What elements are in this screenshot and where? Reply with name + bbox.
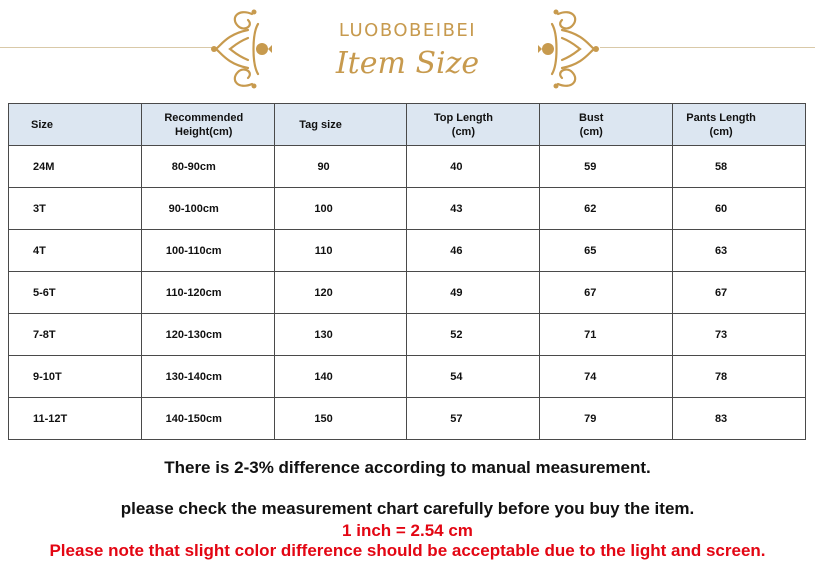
cell-size: 3T: [9, 188, 142, 230]
size-chart-table: [8, 103, 806, 440]
cell-size: 11-12T: [9, 398, 142, 440]
cell-pants-length: 83: [673, 398, 806, 440]
cell-size: 4T: [9, 230, 142, 272]
divider-line-left: [0, 47, 215, 48]
cell-recommended-height: 100-110cm: [141, 230, 274, 272]
cell-size: 5-6T: [9, 272, 142, 314]
header: [0, 0, 815, 100]
gold-flourish-icon: [538, 4, 602, 94]
cell-tag-size: 130: [274, 314, 407, 356]
cell-top-length: 49: [407, 272, 540, 314]
cell-top-length: 43: [407, 188, 540, 230]
cell-pants-length: 73: [673, 314, 806, 356]
cell-top-length: 46: [407, 230, 540, 272]
cell-size: 9-10T: [9, 356, 142, 398]
column-header-top-length: Top Length (cm): [407, 104, 540, 146]
cell-bust: 71: [540, 314, 673, 356]
cell-pants-length: 60: [673, 188, 806, 230]
gold-flourish-icon: [208, 4, 272, 94]
table-row: [9, 356, 806, 398]
cell-recommended-height: 90-100cm: [141, 188, 274, 230]
cell-bust: 62: [540, 188, 673, 230]
table-row: [9, 230, 806, 272]
cell-recommended-height: 110-120cm: [141, 272, 274, 314]
column-header-tag-size: Tag size: [274, 104, 407, 146]
cell-tag-size: 110: [274, 230, 407, 272]
cell-bust: 59: [540, 146, 673, 188]
column-header-pants-length: Pants Length (cm): [673, 104, 806, 146]
brand-name: LUOBOBEIBEI: [338, 20, 477, 41]
cell-top-length: 54: [407, 356, 540, 398]
page-title: Item Size: [335, 46, 480, 81]
cell-pants-length: 67: [673, 272, 806, 314]
cell-bust: 79: [540, 398, 673, 440]
table-header-row: [9, 104, 806, 146]
cell-top-length: 52: [407, 314, 540, 356]
cell-top-length: 57: [407, 398, 540, 440]
cell-recommended-height: 130-140cm: [141, 356, 274, 398]
table-row: [9, 272, 806, 314]
table-row: [9, 398, 806, 440]
cell-tag-size: 90: [274, 146, 407, 188]
divider-line-right: [600, 47, 815, 48]
cell-recommended-height: 80-90cm: [141, 146, 274, 188]
cell-tag-size: 150: [274, 398, 407, 440]
cell-recommended-height: 140-150cm: [141, 398, 274, 440]
cell-bust: 74: [540, 356, 673, 398]
cell-size: 24M: [9, 146, 142, 188]
measurement-difference-note: There is 2-3% difference according to manual measurement.: [164, 458, 651, 477]
cell-bust: 67: [540, 272, 673, 314]
cell-recommended-height: 120-130cm: [141, 314, 274, 356]
cell-tag-size: 120: [274, 272, 407, 314]
table-row: [9, 314, 806, 356]
column-header-bust: Bust (cm): [540, 104, 673, 146]
color-difference-note: Please note that slight color difference should be acceptable due to the light and screen.: [49, 541, 766, 560]
table-row: [9, 146, 806, 188]
inch-conversion-note: 1 inch = 2.54 cm: [342, 521, 473, 540]
cell-tag-size: 100: [274, 188, 407, 230]
cell-size: 7-8T: [9, 314, 142, 356]
check-chart-note: please check the measurement chart carefully before you buy the item.: [120, 499, 695, 518]
column-header-recommended-height: Recommended Height(cm): [141, 104, 274, 146]
cell-pants-length: 63: [673, 230, 806, 272]
column-header-size: Size: [9, 104, 142, 146]
cell-top-length: 40: [407, 146, 540, 188]
cell-bust: 65: [540, 230, 673, 272]
cell-pants-length: 78: [673, 356, 806, 398]
cell-pants-length: 58: [673, 146, 806, 188]
table-row: [9, 188, 806, 230]
cell-tag-size: 140: [274, 356, 407, 398]
